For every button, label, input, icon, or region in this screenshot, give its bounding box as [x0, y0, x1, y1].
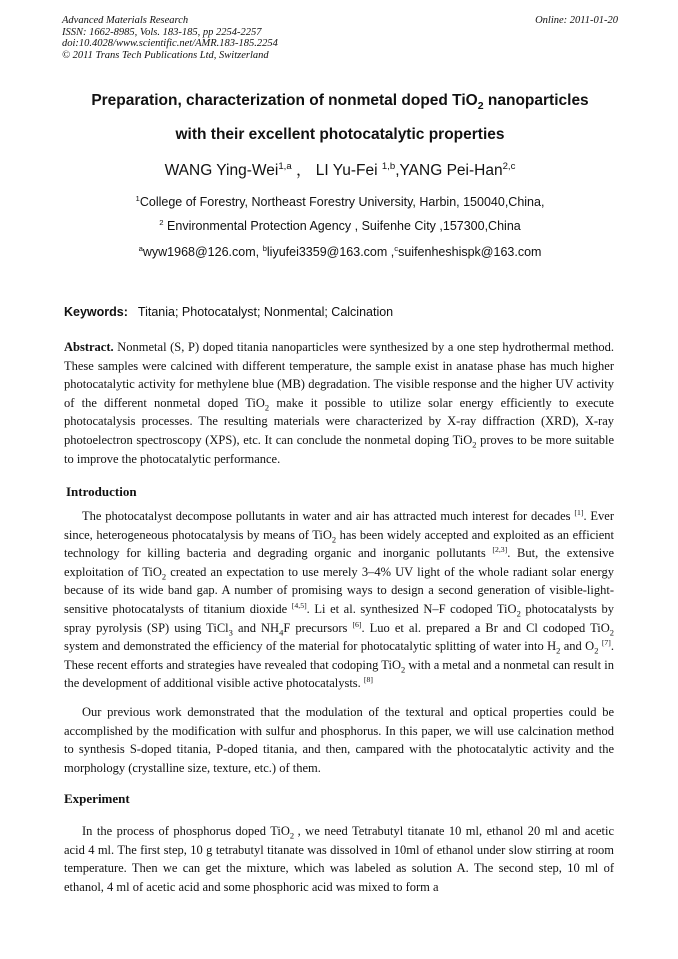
running-header	[62, 15, 618, 61]
copyright-line: © 2011 Trans Tech Publications Ltd, Switzerland	[62, 49, 269, 61]
paper-title-line-2: with their excellent photocatalytic properties	[175, 126, 505, 143]
keywords-line	[64, 305, 393, 319]
author-list: WANG Ying-Wei$^{1,a}$ ， LI Yu-Fei $^{1,b}$,YANG Pei-Han$^{2,c}$	[164, 160, 516, 179]
online-date: Online: 2011-01-20	[535, 15, 618, 26]
introduction-paragraph-1: The photocatalyst decompose pollutants in water and air has attracted much interest for decades [1]. Ever since, heterogeneous photocatalysis by means of TiO$_2$ has been widely accepted and exploited as an efficient technology for killing bacteria and degrading organic and inorganic pollutants [2,3]. But, the extensive exploitation of TiO$_2$ created an expectation to use merely 3–4% UV light of the whole radiant solar energy because of its wide band gap. A number of promising ways to design a second generation of visible-light-sensitive photocatalysts of titanium dioxide [4,5]. Li et al. synthesized N–F codoped TiO$_2$ photocatalysts by spray pyrolysis (SP) using TiCl$_3$ and $NH_4F$ precursors [6]. Luo et al. prepared a Br and Cl codoped TiO$_2$ system and demonstrated the efficiency of the material for photocatalytic splitting of water into $H_2$ and $O_2$ [7]. These recent efforts and strategies have revealed that codoping TiO$_2$ with a metal and a nonmetal can result in the development of additional visible active photocatalysts. [8]	[64, 507, 615, 691]
keywords-text: Titania; Photocatalyst; Nonmental; Calcination	[137, 305, 394, 319]
introduction-heading: Introduction	[66, 484, 137, 499]
paper-title-line-1: Preparation, characterization of nonmetal doped TiO$_2$ nanoparticles	[91, 92, 589, 113]
keywords-label: Keywords:	[64, 305, 128, 319]
doi-line: doi:10.4028/www.scientific.net/AMR.183-185.2254	[62, 38, 278, 50]
affiliation-1: $^1$College of Forestry, Northeast Forestry University, Harbin, 150040,China,	[135, 193, 545, 209]
abstract-paragraph: Abstract. Nonmetal (S, P) doped titania nanoparticles were synthesized by a one step hydrothermal method. These samples were calcined with different temperature, the sample exist in anatase phase has much higher photocatalytic activity for methylene blue (MB) degradation. The visible response and the higher UV activity of the different nonmetal doped TiO$_2$ make it possible to utilize solar energy efficiently to execute photocatalysis processes. The resulting materials were characterized by X-ray diffraction (XRD), X-ray photoelectron spectroscopy (XPS), etc. It can conclude the nonmetal doping TiO$_2$ proves to be more suitable to improve the photocatalytic performance.	[64, 340, 614, 466]
introduction-paragraph-2: Our previous work demonstrated that the modulation of the textural and optical properties could be accomplished by the modification with sulfur and phosphorus. In this paper, we will use calcination method to synthesis S-doped titania, P-doped titania, and then, campared with the photocatalytic activity and the morphology (crystalline size, texture, etc.) of them.	[64, 705, 614, 775]
author-emails: $^a$wyw1968@126.com, $^b$liyufei3359@163.com ,$^c$suifenheshispk@163.com	[138, 243, 542, 259]
issn-line: ISSN: 1662-8985, Vols. 183-185, pp 2254-2257	[62, 26, 262, 38]
affiliation-2: $^2$ Environmental Protection Agency , Suifenhe City ,157300,China	[159, 217, 521, 233]
experiment-heading: Experiment	[64, 791, 130, 806]
journal-name: Advanced Materials Research	[62, 15, 189, 26]
abstract-label: Abstract.	[64, 340, 114, 354]
experiment-paragraph-1: In the process of phosphorus doped TiO$_2$ , we need Tetrabutyl titanate 10 ml, ethanol 20 ml and acetic acid 4 ml. The first step, 10 g tetrabutyl titanate was dissolved in 10ml of ethanol under slow stirring at room temperature. Then we can get the mixture, which was labeled as solution A. The second step, 10 ml of ethanol, 4 ml of acetic acid and some phosphoric acid was mixed to form a	[64, 824, 615, 894]
